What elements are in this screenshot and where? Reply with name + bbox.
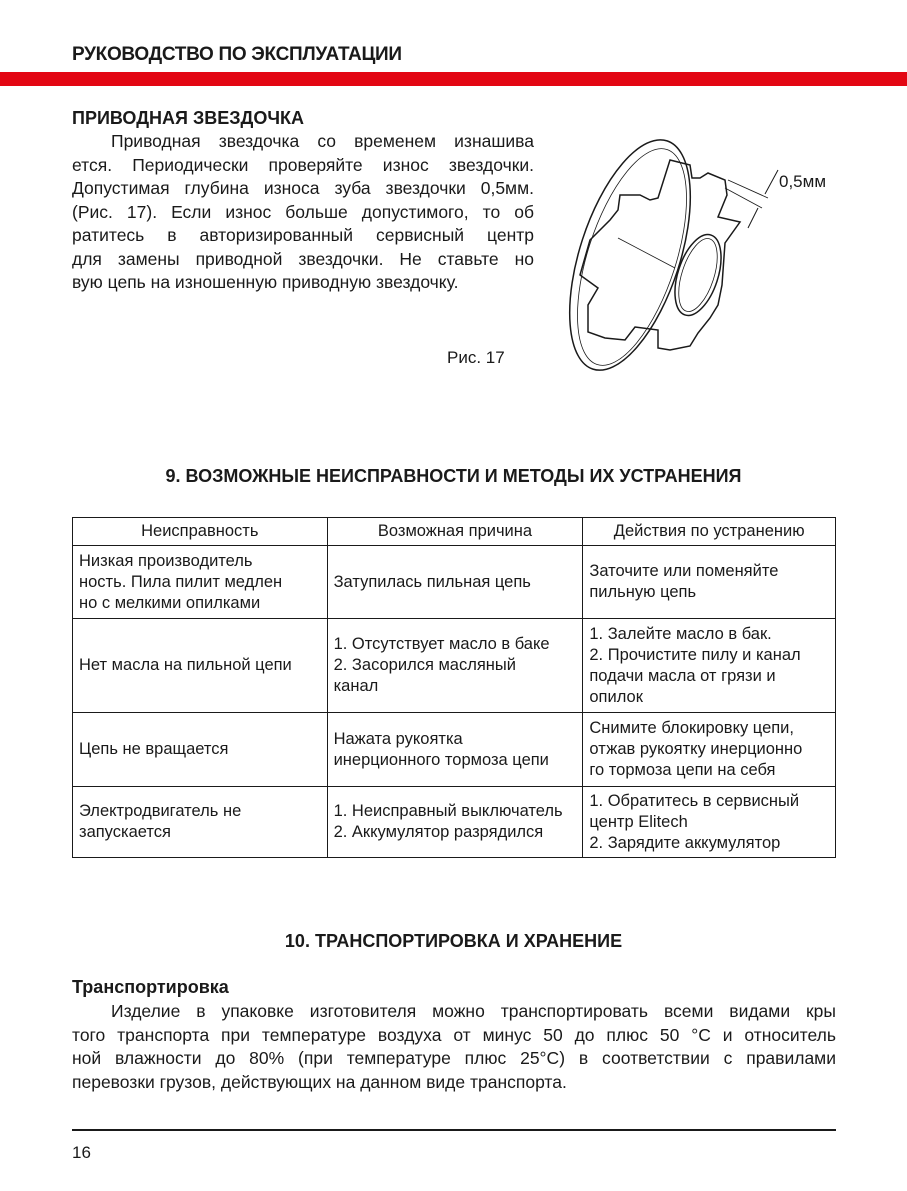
paragraph-line: (Рис. 17). Если износ больше допустимого, то об bbox=[72, 201, 534, 222]
cell-line: 1. Обратитесь в сервисный bbox=[589, 791, 800, 810]
table-cell bbox=[327, 787, 583, 858]
cell-line: канал bbox=[333, 677, 379, 695]
paragraph-line: ется. Периодически проверяйте износ звездочки. bbox=[72, 154, 534, 175]
cell-line: Электродвигатель не bbox=[79, 802, 242, 820]
column-header: Возможная причина bbox=[327, 518, 583, 546]
transport-subheading: Транспортировка bbox=[72, 977, 229, 997]
paragraph-line: того транспорта при температуре воздуха от минус 50 до плюс 50 °С и относитель bbox=[72, 1024, 836, 1045]
cell-line: опилок bbox=[589, 687, 643, 706]
cell-line: Нажата рукоятка bbox=[333, 729, 463, 748]
header-accent-bar bbox=[0, 72, 907, 86]
troubleshooting-table bbox=[72, 517, 836, 858]
transport-paragraph bbox=[72, 1000, 836, 1094]
cell-line: 1. Залейте масло в бак. bbox=[589, 624, 772, 643]
table-row bbox=[73, 787, 836, 858]
cell-line: Снимите блокировку цепи, bbox=[589, 719, 794, 737]
cell-line: 1. Неисправный выключатель bbox=[333, 802, 563, 820]
table-row bbox=[73, 546, 836, 619]
column-header: Неисправность bbox=[73, 518, 328, 546]
sprocket-flange bbox=[545, 125, 714, 380]
cell-line: 2. Засорился масляный bbox=[333, 656, 516, 674]
table-cell bbox=[583, 546, 836, 619]
table-cell bbox=[583, 713, 836, 787]
page-number: 16 bbox=[72, 1143, 91, 1162]
paragraph-line: для замены приводной звездочки. Не ставьте но bbox=[72, 248, 534, 269]
cell-line: Заточите или поменяйте bbox=[589, 562, 779, 580]
footer-rule bbox=[72, 1129, 836, 1131]
paragraph-line: перевозки грузов, действующих на данном виде транспорта. bbox=[72, 1071, 567, 1092]
sprocket-figure bbox=[540, 120, 840, 380]
table-row bbox=[73, 713, 836, 787]
paragraph-line: вую цепь на изношенную приводную звездочку. bbox=[72, 272, 459, 292]
cell-line: Цепь не вращается bbox=[79, 740, 229, 758]
paragraph-line: ратитесь в авторизированный сервисный центр bbox=[72, 225, 534, 245]
cell-line: подачи масла от грязи и bbox=[589, 666, 776, 685]
table-cell bbox=[327, 546, 583, 619]
table-cell bbox=[327, 713, 583, 787]
transport-heading: 10. ТРАНСПОРТИРОВКА И ХРАНЕНИЕ bbox=[284, 931, 623, 951]
cell-line: запускается bbox=[79, 823, 171, 841]
cell-line: Нет масла на пильной цепи bbox=[79, 656, 292, 674]
paragraph-line: ной влажности до 80% (при температуре плюс 25°С) в соответствии с правилами bbox=[72, 1048, 836, 1068]
table-row bbox=[73, 619, 836, 713]
cell-line: центр Elitech bbox=[589, 812, 688, 831]
cell-line: 2. Зарядите аккумулятор bbox=[589, 833, 781, 852]
table-header-row bbox=[73, 518, 836, 546]
paragraph-line: Изделие в упаковке изготовителя можно транспортировать всеми видами кры bbox=[111, 1001, 836, 1021]
cell-line: пильную цепь bbox=[589, 583, 697, 601]
cell-line: Затупилась пильная цепь bbox=[333, 572, 531, 591]
column-header: Действия по устранению bbox=[583, 518, 836, 546]
table-cell bbox=[73, 619, 328, 713]
cell-line: Низкая производитель bbox=[79, 551, 253, 570]
dimension-arrows-icon bbox=[748, 170, 778, 228]
cell-line: 2. Аккумулятор разрядился bbox=[333, 823, 544, 841]
cell-line: отжав рукоятку инерционно bbox=[589, 740, 803, 758]
running-header: РУКОВОДСТВО ПО ЭКСПЛУАТАЦИИ bbox=[72, 44, 402, 65]
table-cell bbox=[583, 619, 836, 713]
table-cell bbox=[73, 787, 328, 858]
cell-line: 2. Прочистите пилу и канал bbox=[589, 645, 801, 664]
cell-line: ность. Пила пилит медлен bbox=[79, 572, 283, 591]
cell-line: но с мелкими опилками bbox=[79, 593, 261, 612]
paragraph-line: Допустимая глубина износа зуба звездочки 0,5мм. bbox=[72, 178, 534, 198]
figure-caption: Рис. 17 bbox=[447, 348, 505, 367]
dimension-label: 0,5мм bbox=[779, 172, 827, 191]
sprocket-paragraph bbox=[72, 130, 534, 295]
troubleshooting-heading: 9. ВОЗМОЖНЫЕ НЕИСПРАВНОСТИ И МЕТОДЫ ИХ УСТРАНЕНИЯ bbox=[165, 466, 742, 486]
table-cell bbox=[583, 787, 836, 858]
table-cell bbox=[327, 619, 583, 713]
table-cell bbox=[73, 546, 328, 619]
paragraph-line: Приводная звездочка со временем изнашива bbox=[111, 131, 534, 151]
cell-line: инерционного тормоза цепи bbox=[333, 750, 549, 769]
cell-line: го тормоза цепи на себя bbox=[589, 761, 776, 779]
cell-line: 1. Отсутствует масло в баке bbox=[333, 635, 550, 653]
sprocket-heading: ПРИВОДНАЯ ЗВЕЗДОЧКА bbox=[72, 108, 304, 128]
table-cell bbox=[73, 713, 328, 787]
